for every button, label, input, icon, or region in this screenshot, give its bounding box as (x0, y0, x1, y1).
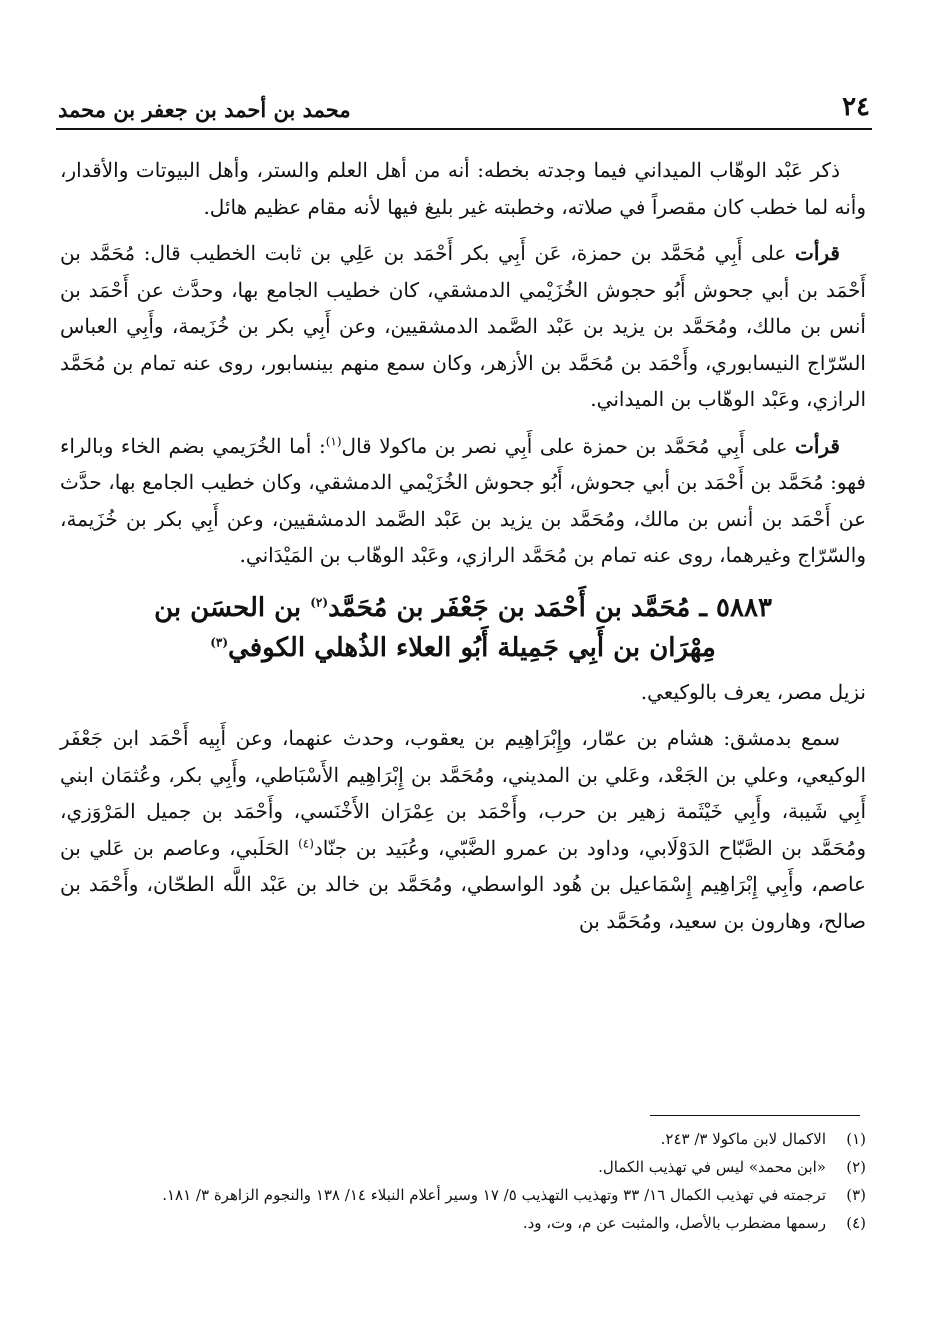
entry-intro-text: نزيل مصر، يعرف بالوكيعي. (640, 679, 866, 704)
footnote-text: رسمها مضطرب بالأصل، والمثبت عن م، وت، ود. (522, 1214, 826, 1232)
header-divider (56, 128, 872, 130)
footnote-number: (٣) (846, 1186, 866, 1204)
running-title: محمد بن أحمد بن جعفر بن محمد (58, 97, 351, 122)
footnote-text: الاكمال لابن ماكولا ٣/ ٢٤٣. (660, 1130, 826, 1148)
footnote-number: (٢) (846, 1158, 866, 1176)
page-number: ٢٤ (842, 92, 870, 122)
footnote-number: (١) (846, 1130, 866, 1148)
entry-heading-text-c: مِهْرَان بن أَبِي جَمِيلة أَبُو العلاء الذُهلي الكوفي (228, 632, 716, 663)
footnote-ref-3[interactable]: (٣) (210, 634, 229, 649)
footnote-number: (٤) (846, 1214, 866, 1232)
footnote-ref-4[interactable]: (٤) (298, 835, 314, 850)
paragraph-2 (60, 235, 866, 418)
paragraph-1-text: ذكر عَبْد الوهّاب الميداني فيما وجدته بخطه: أنه من أهل العلم والستر، وأهل البيوتات والأقدار، وأنه لما خطب كان مقصراً في صلاته، وخطبته غير بليغ فيها لأنه مقام عظيم هائل. (60, 158, 866, 219)
entry-heading-text-b: بن الحسَن بن (154, 592, 311, 623)
footnote-text: «ابن محمد» ليس في تهذيب الكمال. (598, 1158, 826, 1176)
paragraph-3-text-b: : أما الخُرَيمي بضم الخاء وبالراء فهو: مُحَمَّد بن أَحْمَد بن أبي جحوش، أَبُو جحوش الخُزَيْمي الدمشقي، وكان خطيب الجامع بها، حدَّث عن أَحْمَد بن أنس بن مالك، ومُحَمَّد بن يزيد بن عَبْد الصَّمد الدمشقيين، وعن أَبِي بكر بن خُزَيمة، والسّرّاج وغيرهما، روى عنه تمام بن مُحَمَّد الرازي، وعَبْد الوهّاب بن المَيْدَاني. (60, 433, 866, 567)
entry-heading (60, 588, 866, 668)
paragraph-2-lead: قرأت (795, 241, 840, 265)
footnote-text: ترجمته في تهذيب الكمال ١٦/ ٣٣ وتهذيب التهذيب ٥/ ١٧ وسير أعلام النبلاء ١٤/ ١٣٨ والنجوم الزاهرة ٣/ ١٨١. (162, 1186, 826, 1204)
paragraph-3 (60, 428, 866, 574)
footnote-divider (650, 1115, 860, 1116)
footnote-ref-1[interactable]: (١) (325, 433, 342, 448)
page-header (58, 88, 870, 122)
paragraph-2-text: على أَبِي مُحَمَّد بن حمزة، عَن أَبِي بكر أَحْمَد بن عَلِي بن ثابت الخطيب قال: مُحَمَّد بن أَحْمَد بن أبي جحوش أَبُو حجوش الخُزَيْمي الدمشقي، كان خطيب الجامع بها، وحدَّث عن أَحْمَد بن أنس بن مالك، ومُحَمَّد بن يزيد بن عَبْد الصَّمد الدمشقيين، وعن أَبِي بكر بن خُزَيمة، وأَبِي العباس السّرّاج النيسابوري، وأَحْمَد بن مُحَمَّد بن الأزهر، وكان سمع منهم بينسابور، روى عنه تمام بن مُحَمَّد الرازي، وعَبْد الوهّاب بن الميداني. (60, 241, 866, 411)
paragraph-3-lead: قرأت (795, 433, 840, 458)
entry-body-text-a: سمع بدمشق: هشام بن عمّار، وإِبْرَاهِيم بن يعقوب، وحدث عنهما، وعن أَبِيه أَحْمَد ابن جَعْفَر الوكيعي، وعلي بن الجَعْد، وعَلي بن المديني، ومُحَمَّد بن إِبْرَاهِيم الأَسْبَاطي، وأَبِي بكر، وعُثمَان ابني أَبِي شَيبة، وأَبِي خَيْثَمة زهير بن حرب، وأَحْمَد بن عِمْرَان الأَخْنَسي، وأَحْمَد بن جميل المَرْوَزي، ومُحَمَّد بن الصَّبّاح الدَوْلَابي، وداود بن عمرو الضَّبّي، وعُبَيد بن جنّاد (60, 726, 866, 860)
footnote-4 (60, 1209, 866, 1237)
entry-heading-text-a: ٥٨٨٣ ـ مُحَمَّد بن أَحْمَد بن جَعْفَر بن مُحَمَّد (328, 592, 772, 623)
footnotes (60, 1125, 866, 1237)
entry-body (60, 720, 866, 939)
footnote-ref-2[interactable]: (٢) (310, 594, 329, 609)
entry-heading-line-2 (60, 628, 866, 668)
entry-body-text-b: الحَلَبي، وعاصم بن عَلي بن عاصم، وأَبِي إِبْرَاهِيم إِسْمَاعيل بن هُود الواسطي، ومُحَمَّد بن خالد بن عَبْد اللَّه الطحّان، وأَحْمَد بن صالح، وهارون بن سعيد، ومُحَمَّد بن (60, 835, 866, 933)
footnote-2 (60, 1153, 866, 1181)
paragraph-3-text-a: على أَبِي مُحَمَّد بن حمزة على أَبِي نصر بن ماكولا قال (341, 433, 796, 458)
footnote-1 (60, 1125, 866, 1153)
paragraph-1 (60, 152, 866, 225)
entry-heading-line-1 (60, 588, 866, 628)
footnote-3 (60, 1181, 866, 1209)
entry-intro (60, 674, 866, 711)
main-text (60, 152, 866, 949)
